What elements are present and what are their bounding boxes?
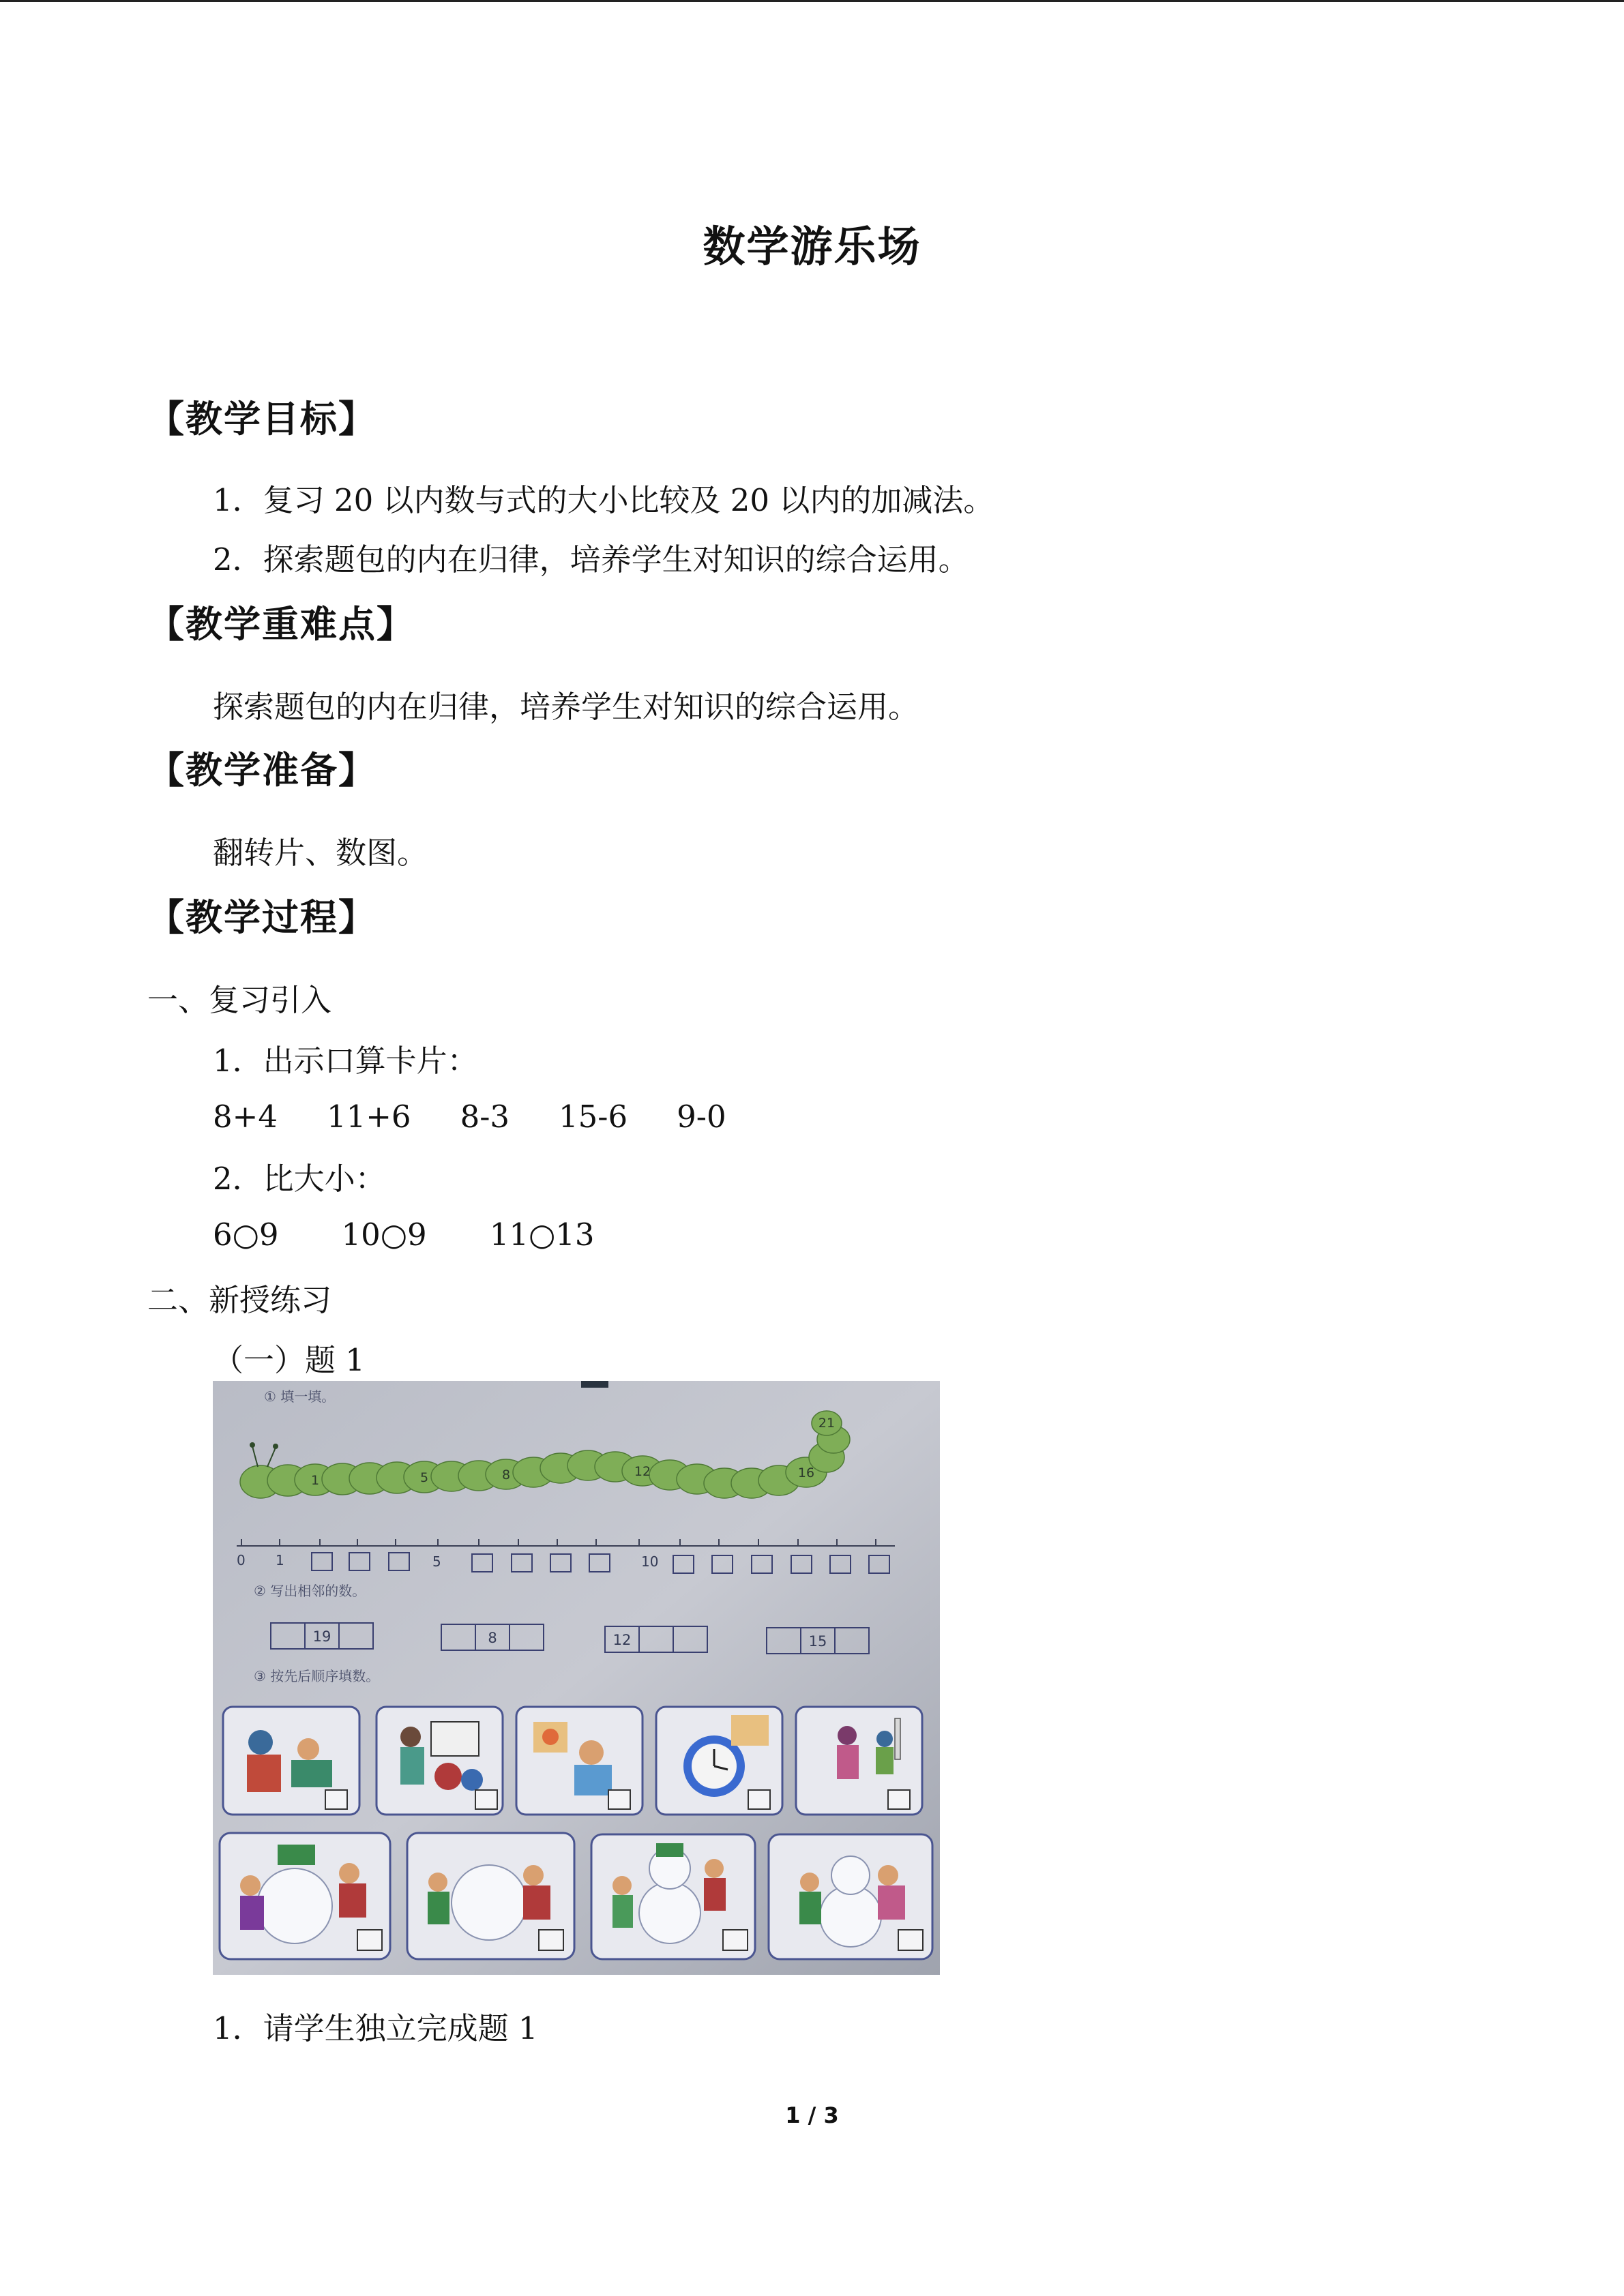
- goal-item-1: 1．复习 20 以内数与式的大小比较及 20 以内的加减法。: [213, 482, 994, 518]
- calc-4: 15-6: [559, 1099, 628, 1135]
- numberline-label: 5: [432, 1553, 441, 1570]
- neighbor-number: 12: [612, 1632, 632, 1648]
- numberline-label: 0: [237, 1552, 246, 1568]
- preparation-text: 翻转片、数图。: [213, 835, 428, 871]
- calc-1: 8+4: [213, 1099, 278, 1135]
- compare-row: [213, 1217, 657, 1253]
- neighbor-number: 15: [808, 1633, 827, 1650]
- goals-heading: 【教学目标】: [147, 397, 377, 441]
- sequence-cards-row1: [223, 1707, 922, 1815]
- caterpillar-number: 21: [818, 1416, 836, 1431]
- oral-cards-item: 1．出示口算卡片：: [213, 1043, 478, 1079]
- compare-2: 10○9: [341, 1217, 427, 1253]
- numberline-label: 10: [641, 1553, 659, 1570]
- ws-row2-label: ② 写出相邻的数。: [254, 1583, 366, 1599]
- key-points-text: 探索题包的内在归律，培养学生对知识的综合运用。: [213, 689, 919, 725]
- compare-3: 11○13: [489, 1217, 595, 1253]
- calc-2: 11+6: [326, 1099, 411, 1135]
- caterpillar-number: 12: [634, 1464, 651, 1479]
- exercise-1-label: （一）题 1: [213, 1342, 365, 1378]
- ws-row3-label: ③ 按先后顺序填数。: [254, 1668, 380, 1684]
- neighbor-number: 19: [312, 1628, 331, 1645]
- compare-1: 6○9: [213, 1217, 279, 1253]
- process-heading: 【教学过程】: [147, 895, 377, 939]
- compare-item: 2．比大小：: [213, 1161, 386, 1197]
- goal-item-2: 2．探索题包的内在归律，培养学生对知识的综合运用。: [213, 541, 969, 578]
- caterpillar-number: 1: [310, 1473, 320, 1488]
- worksheet-photo: [213, 1381, 940, 1975]
- exercise-1-instruction: 1．请学生独立完成题 1: [213, 2010, 538, 2046]
- calc-3: 8-3: [460, 1099, 510, 1135]
- caterpillar-number: 8: [501, 1467, 511, 1482]
- page-number: 1 / 3: [785, 2102, 839, 2128]
- numberline-label: 1: [276, 1552, 284, 1568]
- calc-5: 9-0: [677, 1099, 726, 1135]
- preparation-heading: 【教学准备】: [147, 748, 377, 792]
- caterpillar-number: 5: [419, 1470, 429, 1485]
- top-border: [0, 0, 1624, 2]
- part2-heading: 二、新授练习: [147, 1282, 332, 1318]
- part1-heading: 一、复习引入: [147, 982, 332, 1018]
- oral-calc-row: [213, 1099, 776, 1135]
- caterpillar-number: 16: [797, 1465, 815, 1480]
- page-title: 数学游乐场: [703, 222, 921, 271]
- ws-row1-label: ① 填一填。: [264, 1388, 336, 1405]
- key-points-heading: 【教学重难点】: [147, 602, 415, 646]
- neighbor-number: 8: [488, 1630, 497, 1646]
